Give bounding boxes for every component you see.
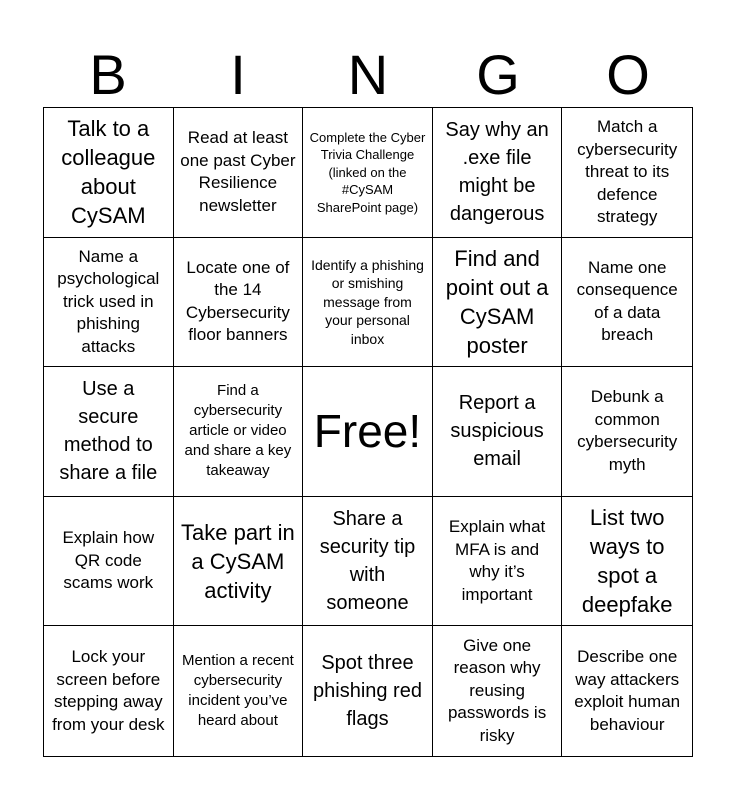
bingo-cell-text: Describe one way attackers exploit human behaviour: [574, 647, 681, 734]
bingo-cell-text: Identify a phishing or smishing message from your personal inbox: [311, 256, 424, 347]
bingo-cell-text: Explain what MFA is and why it’s important: [448, 517, 546, 604]
bingo-cell[interactable]: [303, 626, 433, 756]
bingo-cell-text: Name a psychological trick used in phishing attacks: [57, 246, 160, 356]
bingo-cell[interactable]: [433, 238, 563, 368]
header-letter-i: I: [230, 43, 246, 106]
bingo-cell-text: Locate one of the 14 Cybersecurity floor banners: [185, 257, 290, 345]
bingo-cell-text: Debunk a common cybersecurity myth: [577, 387, 678, 474]
bingo-cell-text: Lock your screen before stepping away from your desk: [52, 647, 165, 734]
bingo-cell[interactable]: [174, 497, 304, 627]
bingo-cell[interactable]: [562, 497, 692, 627]
bingo-cell[interactable]: [303, 108, 433, 238]
bingo-cell-text: Give one reason why reusing passwords is risky: [447, 635, 547, 745]
bingo-cell-text: Talk to a colleague about CySAM: [61, 116, 156, 229]
bingo-cell[interactable]: [562, 238, 692, 368]
bingo-cell-text: Find and point out a CySAM poster: [445, 245, 549, 358]
bingo-cell-text: Free!: [313, 405, 422, 458]
bingo-cell-text: Say why an .exe file might be dangerous: [445, 119, 549, 226]
bingo-header: [43, 44, 693, 106]
bingo-cell[interactable]: [44, 367, 174, 497]
bingo-cell-text: Match a cybersecurity threat to its defence strategy: [577, 117, 678, 227]
bingo-cell[interactable]: [433, 626, 563, 756]
bingo-cell-text: Spot three phishing red flags: [313, 652, 422, 731]
bingo-cell[interactable]: [174, 626, 304, 756]
header-letter-o: O: [606, 43, 650, 106]
bingo-cell[interactable]: [562, 367, 692, 497]
bingo-cell[interactable]: [433, 367, 563, 497]
bingo-cell-text: Share a security tip with someone: [319, 508, 416, 615]
bingo-cell-free[interactable]: [303, 367, 433, 497]
bingo-cell-text: List two ways to spot a deepfake: [581, 505, 673, 618]
header-letter-g: G: [476, 43, 520, 106]
bingo-cell-text: Mention a recent cybersecurity incident you’ve heard about: [182, 652, 294, 730]
header-letter-n: N: [347, 43, 389, 106]
bingo-cell-text: Report a suspicious email: [450, 392, 544, 471]
bingo-cell[interactable]: [44, 238, 174, 368]
bingo-cell[interactable]: [562, 626, 692, 756]
bingo-cell[interactable]: [303, 497, 433, 627]
bingo-cell[interactable]: [44, 108, 174, 238]
bingo-cell[interactable]: [433, 108, 563, 238]
bingo-cell-text: Take part in a CySAM activity: [181, 519, 295, 603]
bingo-cell-text: Name one consequence of a data breach: [576, 257, 678, 345]
header-letter-b: B: [89, 43, 127, 106]
bingo-cell[interactable]: [44, 626, 174, 756]
bingo-grid: [43, 107, 693, 757]
bingo-cell-text: Use a secure method to share a file: [59, 378, 158, 485]
bingo-cell[interactable]: [303, 238, 433, 368]
bingo-cell-text: Complete the Cyber Trivia Challenge (linked on the #CySAM SharePoint page): [309, 129, 426, 215]
bingo-cell[interactable]: [562, 108, 692, 238]
bingo-cell[interactable]: [174, 367, 304, 497]
bingo-cell[interactable]: [44, 497, 174, 627]
bingo-cell-text: Read at least one past Cyber Resilience newsletter: [180, 128, 296, 215]
bingo-cell-text: Explain how QR code scams work: [62, 528, 155, 593]
bingo-cell[interactable]: [433, 497, 563, 627]
bingo-cell[interactable]: [174, 238, 304, 368]
bingo-cell[interactable]: [174, 108, 304, 238]
bingo-cell-text: Find a cybersecurity article or video and share a key takeaway: [184, 382, 292, 480]
